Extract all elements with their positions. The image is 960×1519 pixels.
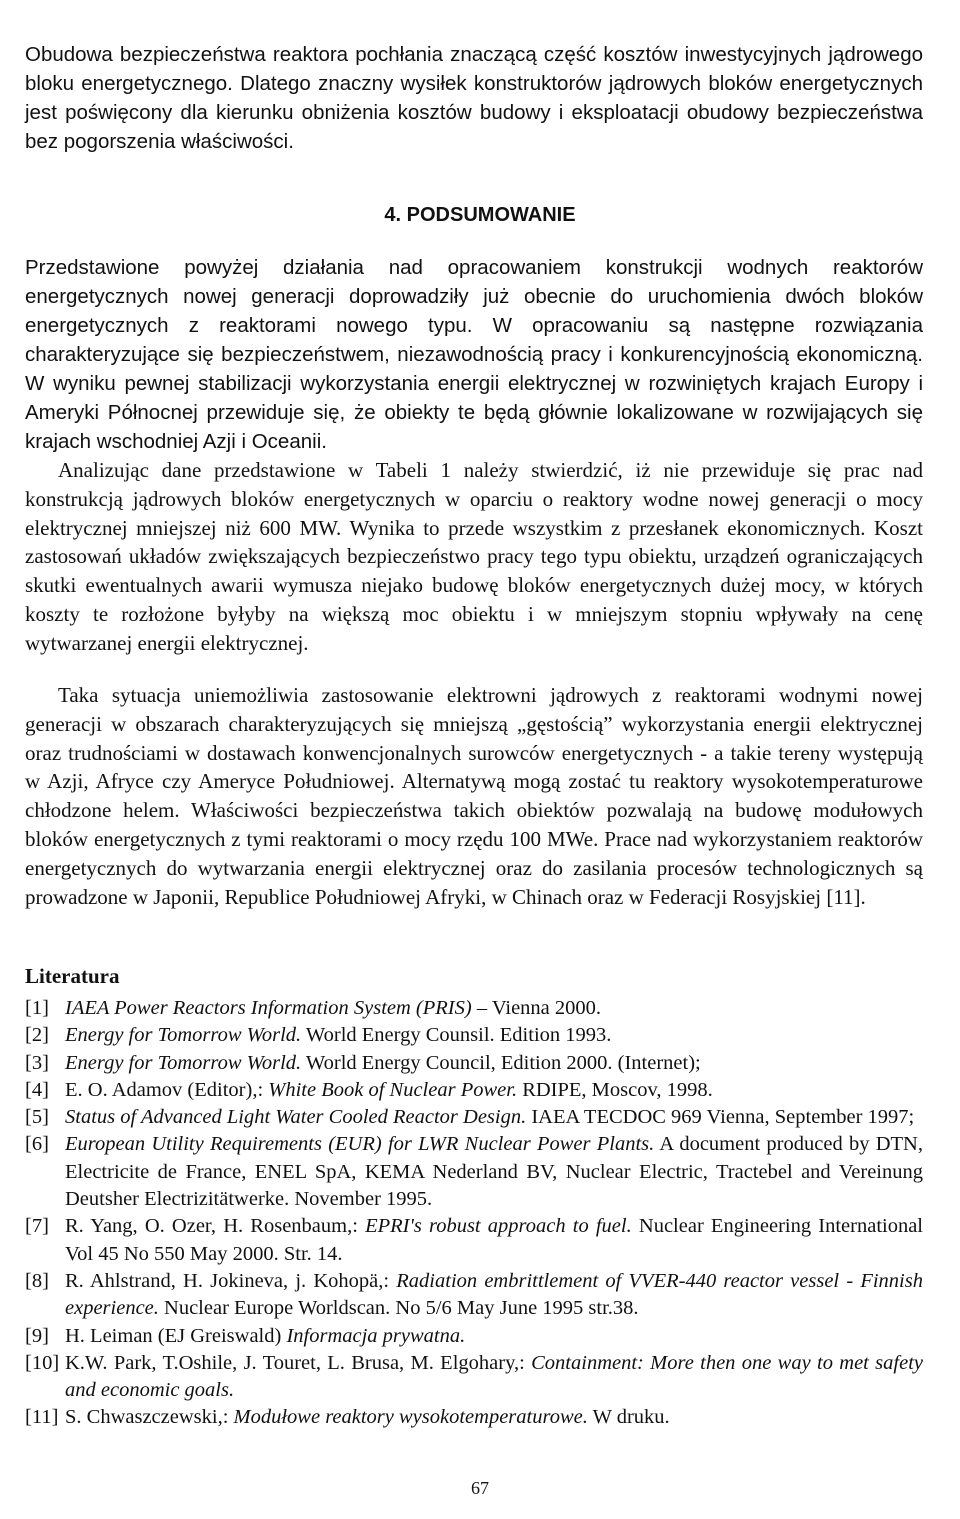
reference-number: [5] — [25, 1106, 49, 1129]
reference-details: RDIPE, Moscov, 1998. — [517, 1078, 713, 1101]
reference-item — [25, 1213, 923, 1268]
reference-item — [25, 1323, 923, 1350]
reference-list — [25, 995, 923, 1432]
intro-paragraph: Obudowa bezpieczeństwa reaktora pochłania znaczącą część kosztów inwestycyjnych jądrowego bloku energetycznego. Dlatego znaczny wysiłek konstruktorów jądrowych bloków energetycznych jest poświęcony dla kierunku obniżenia kosztów budowy i eksploatacji obudowy bezpieczeństwa bez pogorszenia właściwości. — [25, 43, 923, 153]
summary-paragraph: Przedstawione powyżej działania nad opracowaniem konstrukcji wodnych reaktorów energetycznych nowej generacji doprowadziły już obecnie do uruchomienia dwóch bloków energetycznych z reaktorami nowego typu. W opracowaniu są następne rozwiązania charakteryzujące się bezpieczeństwem, niezawodnością pracy i konkurencyjnością ekonomiczną. W wyniku pewnej stabilizacji wykorzystania energii elektrycznej w rozwiniętych krajach Europy i Ameryki Północnej przewiduje się, że obiekty te będą głównie lokalizowane w rozwijających się krajach wschodniej Azji i Oceanii. — [25, 256, 923, 453]
reference-title: Informacja prywatna. — [286, 1324, 466, 1347]
reference-title: Containment: More then one way to met safety and economic goals. — [65, 1351, 923, 1402]
reference-authors: R. Ahlstrand, H. Jokineva, j. Kohopä,: — [65, 1269, 397, 1292]
reference-title: European Utility Requirements (EUR) for LWR Nuclear Power Plants. — [65, 1133, 655, 1156]
reference-item — [25, 1077, 923, 1104]
page-number: 67 — [471, 1478, 489, 1498]
reference-authors: E. O. Adamov (Editor),: — [65, 1078, 269, 1101]
reference-number: [4] — [25, 1078, 49, 1101]
reference-number: [6] — [25, 1133, 49, 1156]
reference-item — [25, 1350, 923, 1405]
reference-number: [9] — [25, 1324, 49, 1347]
reference-number: [11] — [25, 1406, 59, 1429]
reference-number: [3] — [25, 1051, 49, 1074]
reference-number: [2] — [25, 1024, 49, 1047]
reference-item — [25, 995, 923, 1022]
reference-authors: S. Chwaszczewski,: — [65, 1406, 234, 1429]
reference-number: [10] — [25, 1351, 60, 1374]
reference-details: World Energy Council, Edition 2000. (Internet); — [301, 1051, 701, 1074]
reference-details: A document produced by DTN, Electricite de France, ENEL SpA, KEMA Nederland BV, Nuclear Electric, Tractebel and Vereinung Deutsher Electrizitätwerke. November 1995. — [65, 1133, 923, 1211]
reference-details: World Energy Counsil. Edition 1993. — [301, 1024, 612, 1047]
reference-details: W druku. — [587, 1406, 670, 1429]
reference-authors: K.W. Park, T.Oshile, J. Touret, L. Brusa, M. Elgohary,: — [65, 1351, 532, 1374]
reference-title: Energy for Tomorrow World. — [65, 1051, 302, 1074]
reference-authors: R. Yang, O. Ozer, H. Rosenbaum,: — [65, 1215, 366, 1238]
reference-details: Nuclear Engineering International Vol 45 No 550 May 2000. Str. 14. — [65, 1215, 924, 1265]
reference-item — [25, 1268, 923, 1323]
reference-details: – Vienna 2000. — [471, 997, 602, 1019]
reference-number: [8] — [25, 1269, 49, 1292]
reference-title: Modułowe reaktory wysokotemperaturowe. — [233, 1406, 588, 1429]
reference-authors: H. Leiman (EJ Greiswald) — [65, 1324, 287, 1347]
reference-number: [7] — [25, 1215, 49, 1238]
reference-details: IAEA TECDOC 969 Vienna, September 1997; — [526, 1106, 915, 1129]
reference-title: White Book of Nuclear Power. — [268, 1078, 518, 1101]
situation-paragraph: Taka sytuacja uniemożliwia zastosowanie elektrowni jądrowych z reaktorami wodnymi nowej generacji w obszarach charakteryzujących się mniejszą „gęstością” wykorzystania energii elektrycznej oraz trudnościami w dostawach konwencjonalnych surowców energetycznych - a takie tereny występują w Azji, Afryce czy Ameryce Południowej. Alternatywą mogą zostać tu reaktory wysokotemperaturowe chłodzone helem. Właściwości bezpieczeństwa takich obiektów pozwalają na budowę modułowych bloków energetycznych z tymi reaktorami o mocy rzędu 100 MWe. Prace nad wykorzystaniem reaktorów energetycznych do wytwarzania energii elektrycznej oraz do zasilania procesów technologicznych są prowadzone w Japonii, Republice Południowej Afryki, w Chinach oraz w Federacji Rosyjskiej [11]. — [25, 683, 923, 909]
reference-title: Radiation embrittlement of VVER-440 reactor vessel - Finnish experience. — [65, 1269, 923, 1320]
analysis-paragraph: Analizując dane przedstawione w Tabeli 1 należy stwierdzić, iż nie przewiduje się prac nad konstrukcją jądrowych bloków energetycznych w oparciu o reaktory wodne nowej generacji o mocy elektrycznej mniejszej niż 600 MW. Wynika to przede wszystkim z przesłanek ekonomicznych. Koszt zastosowań układów zwiększających bezpieczeństwo pracy tego typu obiektu, urządzeń ograniczających skutki ewentualnych awarii wymusza niejako budowę bloków energetycznych dużej mocy, w których koszty te rozłożone byłyby na większą moc obiektu i w mniejszym stopniu wpływały na cenę wytwarzanej energii elektrycznej. — [25, 458, 923, 655]
reference-item — [25, 1022, 923, 1049]
reference-title: Energy for Tomorrow World. — [65, 1024, 302, 1047]
reference-item — [25, 1404, 923, 1431]
section-heading: 4. PODSUMOWANIE — [384, 204, 576, 226]
reference-details: Nuclear Europe Worldscan. No 5/6 May June 1995 str.38. — [158, 1297, 639, 1320]
literature-heading: Literatura — [25, 964, 120, 988]
reference-number: [1] — [25, 997, 49, 1019]
reference-title: IAEA Power Reactors Information System (PRIS) — [65, 997, 472, 1019]
reference-item — [25, 1131, 923, 1213]
reference-title: EPRI's robust approach to fuel. — [365, 1215, 632, 1238]
reference-item — [25, 1050, 923, 1077]
reference-item — [25, 1104, 923, 1131]
reference-title: Status of Advanced Light Water Cooled Reactor Design. — [65, 1106, 527, 1129]
